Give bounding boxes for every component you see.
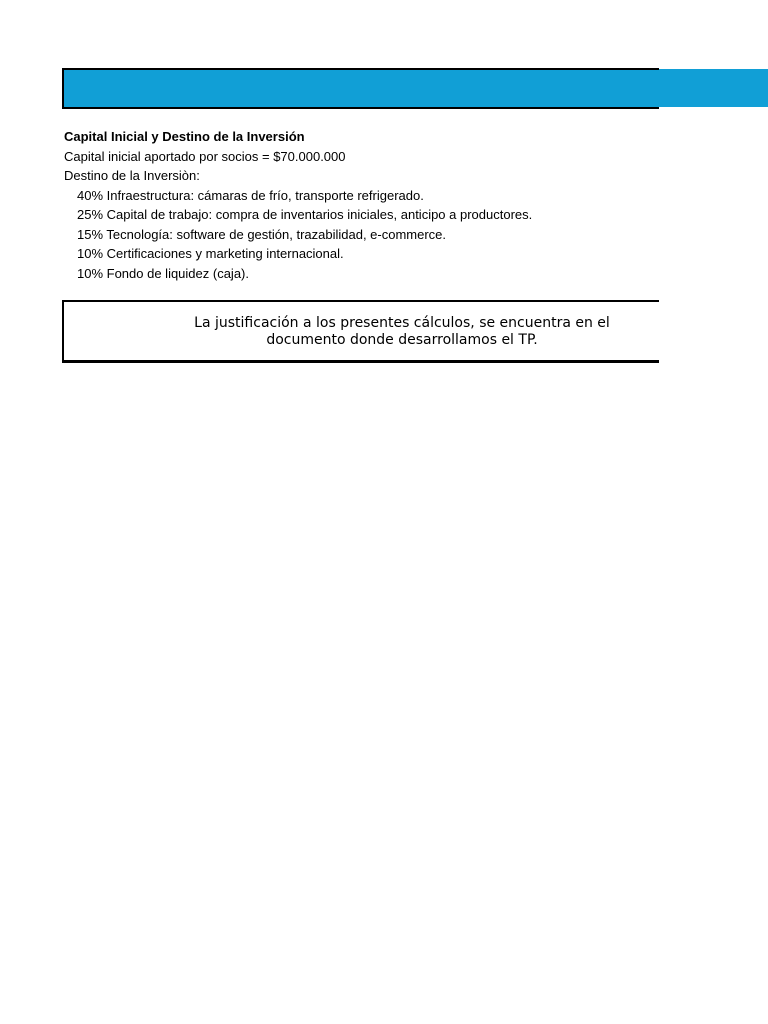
note-line-2: documento donde desarrollamos el TP. (266, 332, 538, 348)
list-item: 10% Certificaciones y marketing internacional. (77, 246, 344, 261)
section-title: Capital Inicial y Destino de la Inversión (64, 129, 305, 144)
note-line-1: La justificación a los presentes cálculos, se encuentra en el (194, 315, 610, 331)
list-item: 10% Fondo de liquidez (caja). (77, 265, 249, 281)
list-item: 40% Infraestructura: cámaras de frío, transporte refrigerado. (77, 187, 424, 203)
initial-capital-line: Capital inicial aportado por socios = $70.000.000 (64, 148, 346, 164)
justification-note-box (62, 300, 659, 363)
list-item: 15% Tecnología: software de gestión, trazabilidad, e-commerce. (77, 226, 447, 242)
destino-label: Destino de la Inversiòn: (64, 168, 200, 183)
header-band (63, 69, 768, 107)
list-item: 25% Capital de trabajo: compra de inventarios iniciales, anticipo a productores. (77, 207, 533, 222)
capital-section (64, 127, 532, 283)
justification-note (182, 315, 622, 349)
